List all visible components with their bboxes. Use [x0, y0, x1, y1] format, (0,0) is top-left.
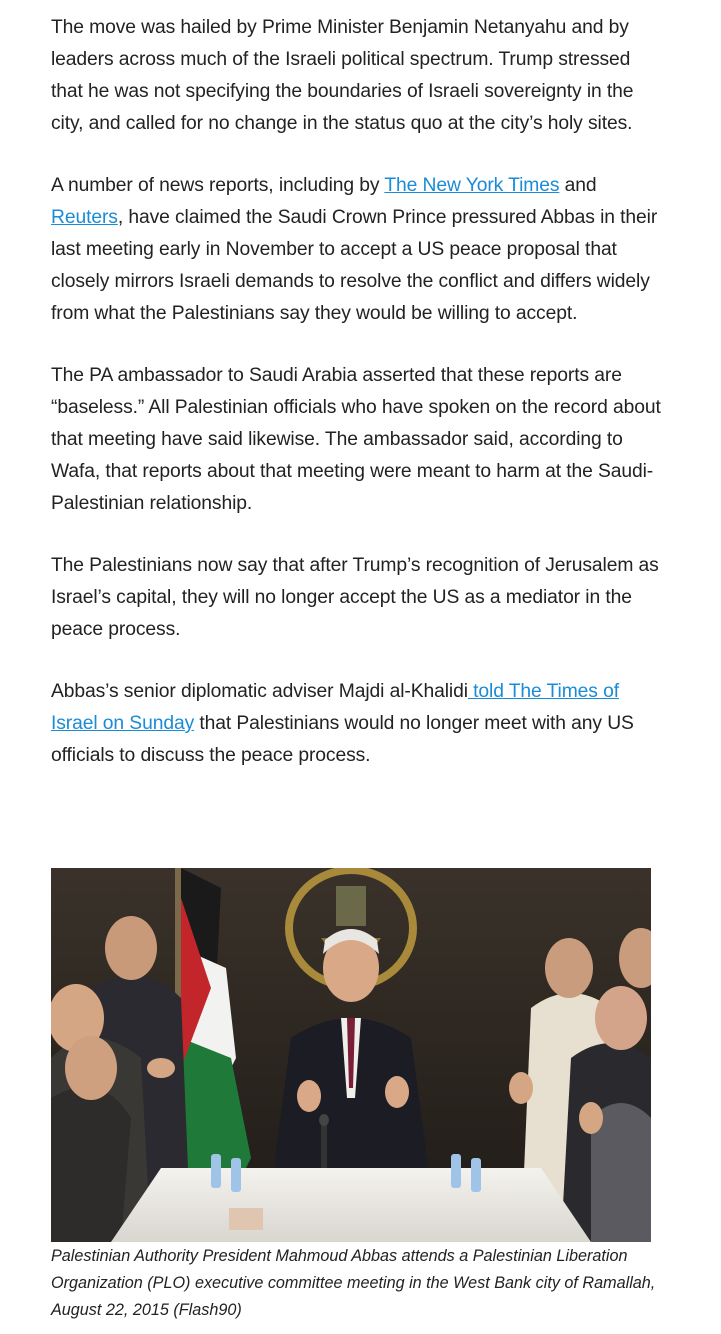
paragraph-4: The Palestinians now say that after Trump’s recognition of Jerusalem as Israel’s capital, they will no longer accept the US as a mediator in the peace process.	[51, 555, 659, 640]
paragraph-2-text-a: A number of news reports, including by	[51, 175, 385, 196]
paragraph-3: The PA ambassador to Saudi Arabia asserted that these reports are “baseless.” All Palestinian officials who have spoken on the record about that meeting have said likewise. The ambassador said, according to Wafa, that reports about that meeting were meant to harm at the Saudi-Palestinian relationship.	[51, 365, 661, 514]
paragraph-5-text-a: Abbas’s senior diplomatic adviser Majdi al-Khalidi	[51, 681, 468, 702]
paragraph-5	[51, 676, 661, 772]
article-photo	[51, 868, 651, 1242]
paragraph-5-text-b: that Palestinians would no longer meet with any US officials to discuss the peace process.	[51, 713, 634, 766]
paragraph-2-text-c: , have claimed the Saudi Crown Prince pressured Abbas in their last meeting early in November to accept a US peace proposal that closely mirrors Israeli demands to resolve the conflict and differs widely from what the Palestinians say they would be willing to accept.	[51, 207, 658, 324]
paragraph-2-text-b: and	[559, 175, 597, 196]
photo-caption: Palestinian Authority President Mahmoud Abbas attends a Palestinian Liberation Organization (PLO) executive committee meeting in the West Bank city of Ramallah, August 22, 2015 (Flash90)	[51, 1247, 656, 1319]
link-times-of-israel[interactable]: told The Times of Israel on Sunday	[51, 681, 619, 734]
paragraph-1: The move was hailed by Prime Minister Benjamin Netanyahu and by leaders across much of the Israeli political spectrum. Trump stressed that he was not specifying the boundaries of Israeli sovereignty in the city, and called for no change in the status quo at the city’s holy sites.	[51, 17, 634, 134]
link-reuters[interactable]: Reuters	[51, 207, 118, 228]
link-new-york-times[interactable]: The New York Times	[384, 175, 560, 196]
article-body	[51, 12, 661, 802]
paragraph-2	[51, 170, 661, 330]
photo-illustration	[51, 868, 651, 1242]
